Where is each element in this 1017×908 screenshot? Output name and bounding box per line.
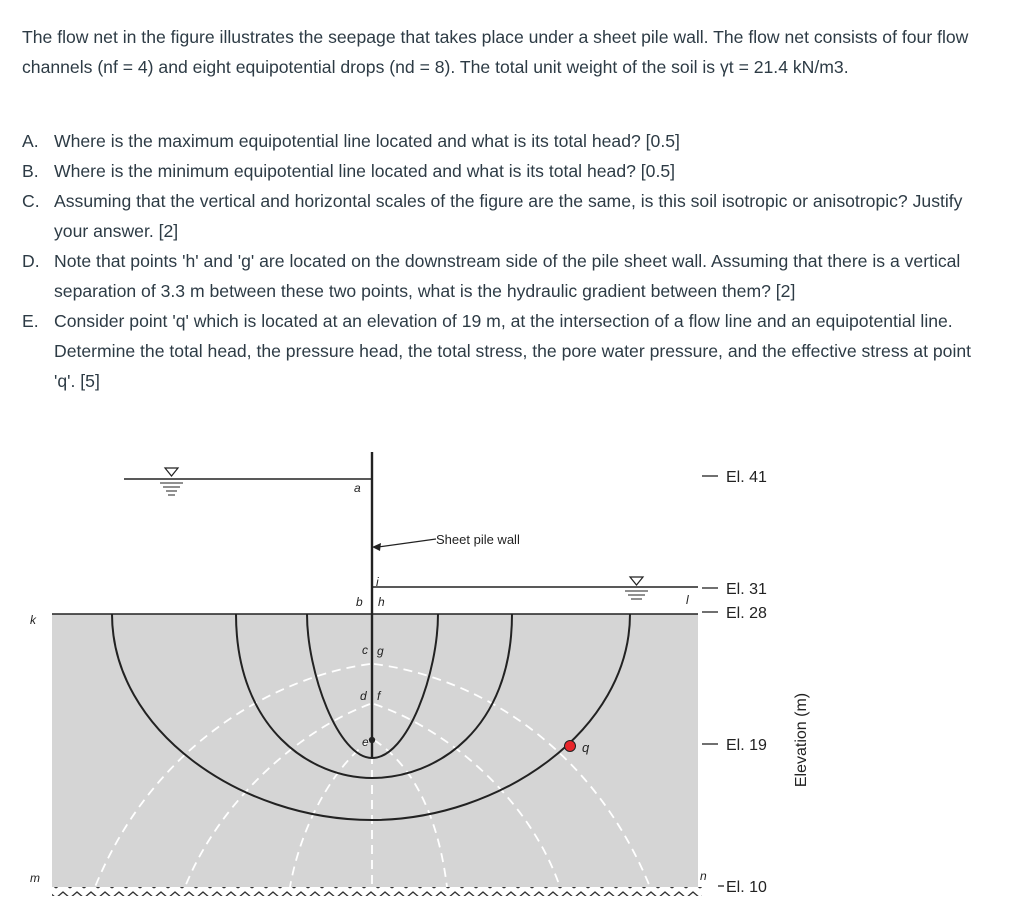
problem-intro: The flow net in the figure illustrates the seepage that takes place under a sheet pile wall. The flow net consists of four flow channels (nf = 4) and eight equipotential drops (nd = 8). The total unit weight of the soil is γt = 21.4 kN/m3. xyxy=(22,27,969,77)
question-list xyxy=(22,126,997,396)
label-g: g xyxy=(377,644,384,658)
elevation-axis-title: Elevation (m) xyxy=(793,692,810,788)
impervious-base xyxy=(52,887,702,896)
question-d xyxy=(22,246,997,306)
label-n: n xyxy=(700,869,707,883)
flow-net-figure xyxy=(0,440,1017,908)
label-k: k xyxy=(30,613,36,627)
question-text: Consider point 'q' which is located at an elevation of 19 m, at the intersection of a flow line and an equipotential line. Determine the total head, the pressure head, the total stress, the pore water pressure, and the effective stress at point 'q'. [5] xyxy=(54,311,972,391)
question-e xyxy=(22,306,997,396)
elevation-31: El. 31 xyxy=(726,581,767,598)
question-text: Where is the minimum equipotential line located and what is its total head? [0.5] xyxy=(54,161,676,181)
sheet-pile-leader xyxy=(378,539,436,547)
elevation-10: El. 10 xyxy=(726,879,767,896)
sheet-pile-label: Sheet pile wall xyxy=(436,532,520,547)
label-d: d xyxy=(360,689,367,703)
question-letter: C. xyxy=(22,191,40,211)
label-i: i xyxy=(376,575,379,589)
label-q: q xyxy=(582,740,590,755)
label-c: c xyxy=(362,643,368,657)
label-m: m xyxy=(30,871,40,885)
question-b xyxy=(22,156,997,186)
label-l: l xyxy=(686,593,689,607)
question-letter: E. xyxy=(22,311,39,331)
question-a xyxy=(22,126,997,156)
question-text: Assuming that the vertical and horizontal scales of the figure are the same, is this soil isotropic or anisotropic? Justify your answer. [2] xyxy=(54,191,963,241)
label-b: b xyxy=(356,595,363,609)
label-f: f xyxy=(377,689,381,703)
question-text: Where is the maximum equipotential line located and what is its total head? [0.5] xyxy=(54,131,680,151)
question-text: Note that points 'h' and 'g' are located on the downstream side of the pile sheet wall. Assuming that there is a vertical separation of 3.3 m between these two points, what is the hydraulic gradient between them? [2] xyxy=(54,251,961,301)
label-e: e xyxy=(362,735,369,749)
tailwater-triangle-icon xyxy=(630,577,643,585)
water-level-triangle-icon xyxy=(165,468,178,476)
point-q-marker xyxy=(565,741,576,752)
leader-arrow-icon xyxy=(372,543,381,551)
question-c xyxy=(22,186,997,246)
question-letter: A. xyxy=(22,131,39,151)
elevation-19: El. 19 xyxy=(726,737,767,754)
elevation-28: El. 28 xyxy=(726,605,767,622)
question-letter: B. xyxy=(22,161,39,181)
upstream-water-hatch xyxy=(160,483,183,495)
downstream-water-hatch xyxy=(625,591,648,599)
point-e-marker xyxy=(369,737,375,743)
elevation-41: El. 41 xyxy=(726,469,767,486)
soil-region xyxy=(52,614,698,887)
elevation-ticks xyxy=(702,476,724,886)
label-h: h xyxy=(378,595,385,609)
question-letter: D. xyxy=(22,251,40,271)
label-a: a xyxy=(354,481,361,495)
